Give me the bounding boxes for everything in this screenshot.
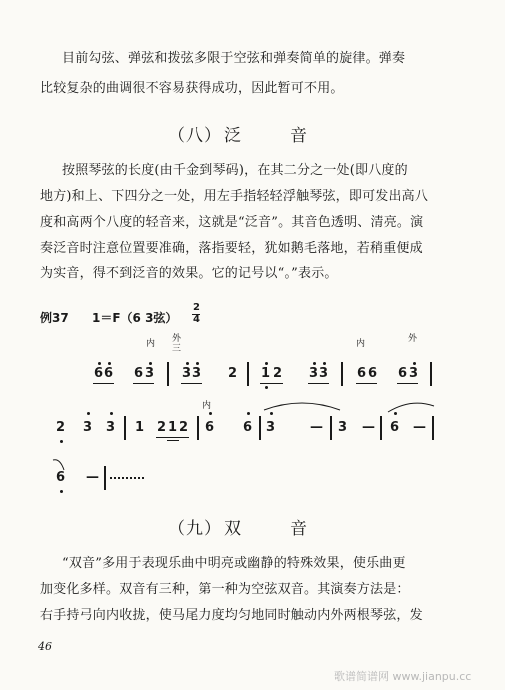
bar-line bbox=[167, 362, 169, 386]
beam-underline bbox=[93, 383, 114, 384]
note-6: 6 bbox=[56, 470, 66, 485]
example-key: 1＝F（6 3弦） bbox=[92, 311, 178, 325]
example-label: 例37 bbox=[40, 311, 69, 325]
dash: — bbox=[413, 420, 426, 435]
paragraph-2-line-1: 按照琴弦的长度(由千金到琴码)，在其二分之一处(即八度的 bbox=[62, 163, 408, 178]
note-2: 2 bbox=[56, 420, 66, 435]
annotation-inner: 内 bbox=[146, 339, 156, 349]
note-6: 6 bbox=[398, 366, 408, 381]
beam-underline bbox=[260, 383, 283, 384]
note-3: 3 bbox=[338, 420, 348, 435]
time-signature-bottom: 4 bbox=[193, 314, 200, 325]
bar-line bbox=[380, 416, 382, 440]
octave-dot bbox=[413, 362, 416, 365]
beam-underline bbox=[181, 383, 202, 384]
section-8-number: （八） bbox=[168, 126, 222, 146]
time-signature-top: 2 bbox=[193, 302, 200, 313]
octave-dot bbox=[60, 490, 63, 493]
note-3: 3 bbox=[319, 366, 329, 381]
dash: — bbox=[86, 470, 99, 485]
paragraph-1-line-1: 目前勾弦、弹弦和拨弦多限于空弦和弹奏简单的旋律。弹奏 bbox=[62, 51, 406, 66]
harmonic-dot bbox=[87, 412, 90, 415]
note-1: 1 bbox=[168, 420, 178, 435]
note-6: 6 bbox=[104, 366, 114, 381]
note-3: 3 bbox=[83, 420, 93, 435]
note-3: 3 bbox=[192, 366, 202, 381]
paragraph-2-line-5: 为实音，得不到泛音的效果。它的记号以“。”表示。 bbox=[40, 266, 338, 281]
section-9-number: （九） bbox=[168, 519, 222, 539]
bar-line bbox=[330, 416, 332, 440]
bar-line bbox=[432, 416, 434, 440]
harmonic-dot bbox=[110, 412, 113, 415]
paragraph-2-line-4: 奏泛音时注意位置要准确，落指要轻，犹如鹅毛落地，若稍重便成 bbox=[40, 241, 423, 256]
note-3: 3 bbox=[309, 366, 319, 381]
dash: — bbox=[362, 420, 375, 435]
bar-line bbox=[104, 466, 106, 490]
note-3: 3 bbox=[145, 366, 155, 381]
octave-dot bbox=[265, 386, 268, 389]
annotation-outer: 外 bbox=[172, 334, 182, 344]
note-6: 6 bbox=[205, 420, 215, 435]
octave-dot bbox=[149, 362, 152, 365]
note-2: 2 bbox=[273, 366, 283, 381]
octave-dot bbox=[313, 362, 316, 365]
slur-tie bbox=[262, 398, 342, 412]
octave-dot bbox=[270, 412, 273, 415]
paragraph-3-line-3: 右手持弓向内收拢，使马尾力度均匀地同时触动内外两根琴弦，发 bbox=[40, 608, 423, 623]
note-2: 2 bbox=[157, 420, 167, 435]
note-3: 3 bbox=[409, 366, 419, 381]
octave-dot bbox=[186, 362, 189, 365]
note-3: 3 bbox=[266, 420, 276, 435]
paragraph-2-line-3: 度和高两个八度的轻音来，这就是“泛音”。其音色透明、清亮。演 bbox=[40, 215, 424, 230]
octave-dot bbox=[265, 362, 268, 365]
annotation-outer-2: 外 bbox=[408, 334, 418, 344]
octave-dot bbox=[196, 362, 199, 365]
slur-tie bbox=[386, 400, 436, 414]
paragraph-3-line-2: 加变化多样。双音有三种，第一种为空弦双音。其演奏方法是： bbox=[40, 582, 410, 597]
beam-underline bbox=[397, 383, 418, 384]
bar-line bbox=[341, 362, 343, 386]
note-6: 6 bbox=[243, 420, 253, 435]
bar-line bbox=[197, 416, 199, 440]
annotation-three: 三 bbox=[172, 344, 182, 354]
octave-dot bbox=[98, 362, 101, 365]
note-2: 2 bbox=[179, 420, 189, 435]
page-number: 46 bbox=[38, 640, 52, 653]
note-6: 6 bbox=[357, 366, 367, 381]
beam-underline bbox=[133, 383, 154, 384]
beam-underline-double bbox=[167, 440, 179, 441]
note-3: 3 bbox=[106, 420, 116, 435]
beam-underline bbox=[356, 383, 377, 384]
note-6: 6 bbox=[390, 420, 400, 435]
paragraph-2-line-2: 地方)和上、下四分之一处，用左手指轻轻浮触琴弦，即可发出高八 bbox=[40, 189, 429, 204]
annotation-inner-3: 内 bbox=[202, 401, 212, 411]
note-6: 6 bbox=[94, 366, 104, 381]
watermark: 歌谱简谱网 www.jianpu.cc bbox=[334, 670, 472, 683]
dash: — bbox=[310, 420, 323, 435]
dotted-line bbox=[110, 476, 144, 480]
octave-dot bbox=[60, 440, 63, 443]
paragraph-3-line-1: “双音”多用于表现乐曲中明亮或幽静的特殊效果，使乐曲更 bbox=[62, 556, 406, 571]
paragraph-1-line-2: 比较复杂的曲调很不容易获得成功，因此暂可不用。 bbox=[40, 81, 344, 96]
bar-line bbox=[124, 416, 126, 440]
bar-line bbox=[430, 362, 432, 386]
note-6: 6 bbox=[368, 366, 378, 381]
section-9-title-char-1: 双 bbox=[224, 519, 242, 539]
annotation-inner-2: 内 bbox=[356, 339, 366, 349]
section-8-title-char-1: 泛 bbox=[224, 126, 242, 146]
bar-line bbox=[259, 416, 261, 440]
section-9-title-char-2: 音 bbox=[290, 519, 308, 539]
beam-underline bbox=[156, 437, 189, 438]
octave-dot bbox=[108, 362, 111, 365]
harmonic-dot bbox=[247, 412, 250, 415]
beam-underline bbox=[308, 383, 329, 384]
note-2: 2 bbox=[228, 366, 238, 381]
section-8-title-char-2: 音 bbox=[290, 126, 308, 146]
note-6: 6 bbox=[134, 366, 144, 381]
note-3: 3 bbox=[182, 366, 192, 381]
note-1: 1 bbox=[261, 366, 271, 381]
bar-line bbox=[247, 362, 249, 386]
harmonic-dot bbox=[209, 412, 212, 415]
octave-dot bbox=[323, 362, 326, 365]
note-1: 1 bbox=[135, 420, 145, 435]
